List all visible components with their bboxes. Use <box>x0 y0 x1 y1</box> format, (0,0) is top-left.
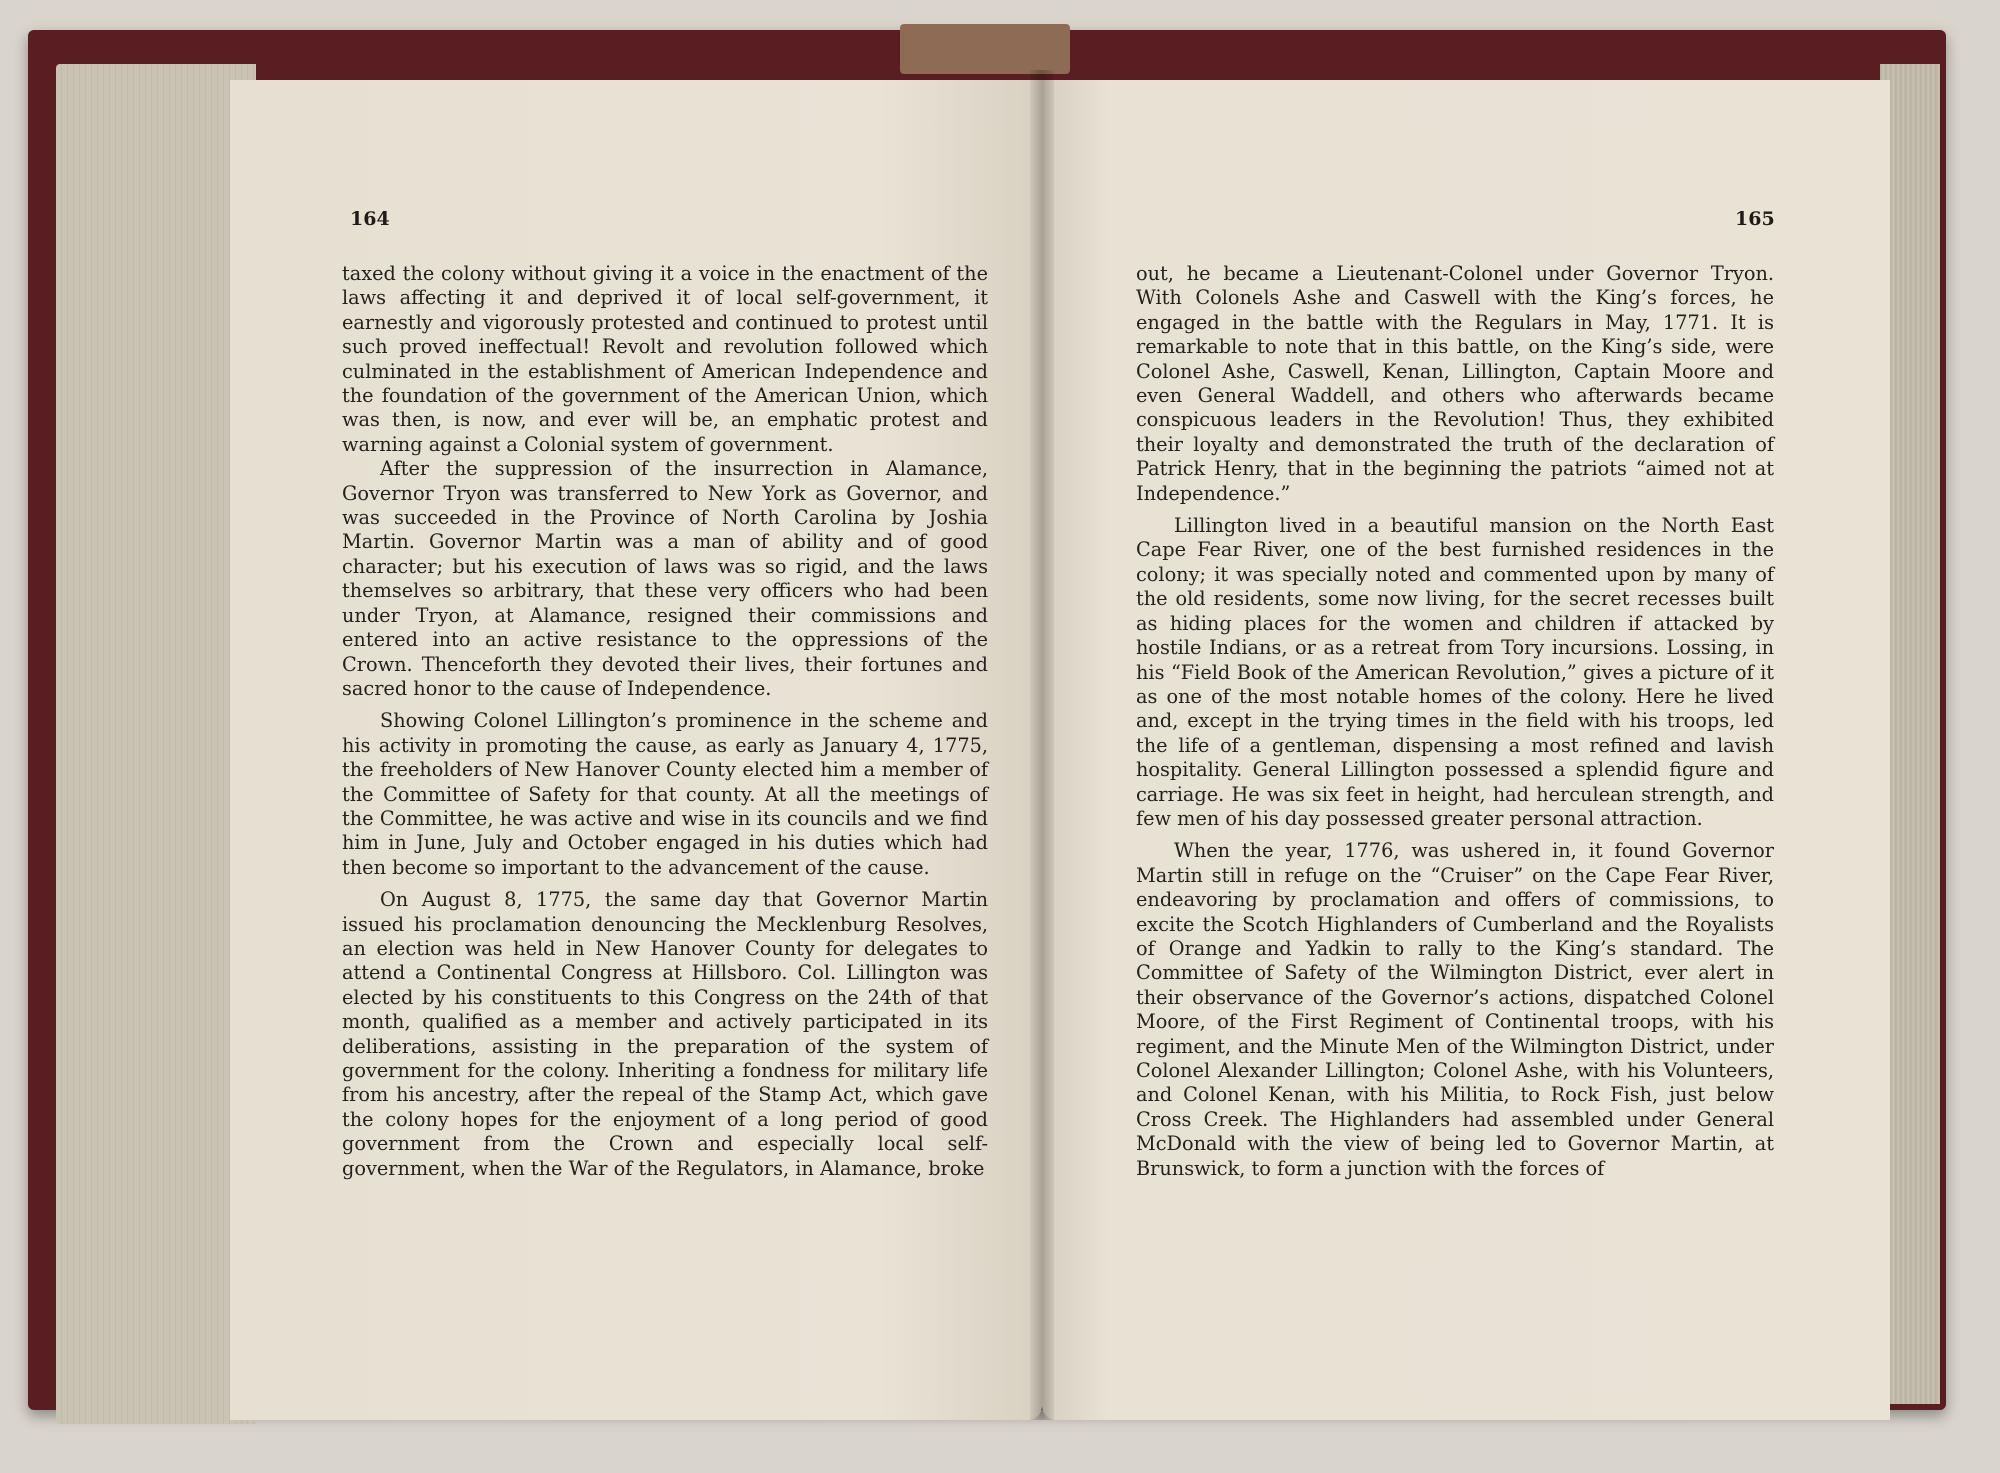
right-page-text <box>1136 262 1774 1181</box>
left-page-number: 164 <box>350 208 390 230</box>
binding-headband <box>900 24 1070 74</box>
paragraph: On August 8, 1775, the same day that Governor Martin issued his proclamation denouncing the Mecklenburg Resolves, an election was held in New Hanover County for delegates to attend a Continental Congress at Hillsboro. Col. Lillington was elected by his constituents to this Congress on the 24th of that month, qualified as a member and actively participated in its deliberations, assisting in the preparation of the system of government for the colony. Inheriting a fondness for military life from his ancestry, after the repeal of the Stamp Act, which gave the colony hopes for the enjoyment of a long period of good government from the Crown and especially local self-government, when the War of the Regulators, in Alamance, broke <box>342 888 988 1180</box>
paragraph: taxed the colony without giving it a voice in the enactment of the laws affecting it and deprived it of local self-government, it earnestly and vigorously protested and continued to protest until such proved ineffectual! Revolt and revolution followed which culminated in the establishment of American Independence and the foundation of the government of the American Union, which was then, is now, and ever will be, an emphatic protest and warning against a Colonial system of government. <box>342 262 988 456</box>
left-page-edges <box>56 64 256 1424</box>
paragraph: Showing Colonel Lillington’s prominence in the scheme and his activity in promoting the cause, as early as January 4, 1775, the freeholders of New Hanover County elected him a member of the Committee of Safety for that county. At all the meetings of the Committee, he was active and wise in its councils and we find him in June, July and October engaged in his duties which had then become so important to the advancement of the cause. <box>342 709 988 879</box>
right-page-number: 165 <box>1735 208 1775 230</box>
book-gutter <box>1030 70 1054 1420</box>
left-page-text <box>342 262 988 1181</box>
paragraph: After the suppression of the insurrection in Alamance, Governor Tryon was transferred to New York as Governor, and was succeeded in the Province of North Carolina by Joshia Martin. Governor Martin was a man of ability and of good character; but his execution of laws was so rigid, and the laws themselves so arbitrary, that these very officers who had been under Tryon, at Alamance, resigned their commissions and entered into an active resistance to the oppressions of the Crown. Thenceforth they devoted their lives, their fortunes and sacred honor to the cause of Independence. <box>342 457 988 700</box>
paragraph: Lillington lived in a beautiful mansion on the North East Cape Fear River, one of the best furnished residences in the colony; it was specially noted and commented upon by many of the old residents, some now living, for the secret recesses built as hiding places for the women and children if attacked by hostile Indians, or as a retreat from Tory incursions. Lossing, in his “Field Book of the American Revolution,” gives a picture of it as one of the most notable homes of the colony. Here he lived and, except in the trying times in the field with his troops, led the life of a gentleman, dispensing a most refined and lavish hospitality. General Lillington possessed a splendid figure and carriage. He was six feet in height, had herculean strength, and few men of his day possessed greater personal attraction. <box>1136 514 1774 830</box>
paragraph: out, he became a Lieutenant-Colonel under Governor Tryon. With Colonels Ashe and Caswell with the King’s forces, he engaged in the battle with the Regulars in May, 1771. It is remarkable to note that in this battle, on the King’s side, were Colonel Ashe, Caswell, Kenan, Lillington, Captain Moore and even General Waddell, and others who afterwards became conspicuous leaders in the Revolution! Thus, they exhibited their loyalty and demonstrated the truth of the declaration of Patrick Henry, that in the beginning the patriots “aimed not at Independence.” <box>1136 262 1774 505</box>
paragraph: When the year, 1776, was ushered in, it found Governor Martin still in refuge on the “Cruiser” on the Cape Fear River, endeavoring by proclamation and offers of commissions, to excite the Scotch Highlanders of Cumberland and the Royalists of Orange and Yadkin to rally to the King’s standard. The Committee of Safety of the Wilmington District, ever alert in their observance of the Governor’s actions, dispatched Colonel Moore, of the First Regiment of Continental troops, with his regiment, and the Minute Men of the Wilmington District, under Colonel Alexander Lillington; Colonel Ashe, with his Volunteers, and Colonel Kenan, with his Militia, to Rock Fish, just below Cross Creek. The Highlanders had assembled under General McDonald with the view of being led to Governor Martin, at Brunswick, to form a junction with the forces of <box>1136 839 1774 1180</box>
